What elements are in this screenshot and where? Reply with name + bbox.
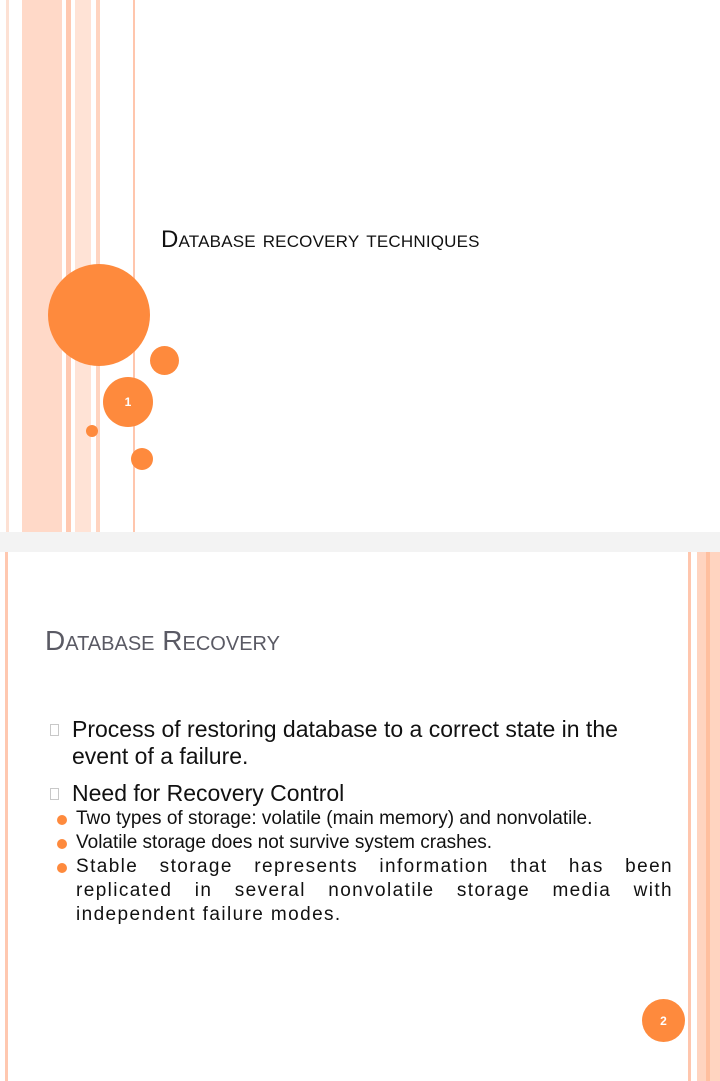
bullet-box-icon: [50, 724, 59, 736]
bullet-dot-icon: [57, 863, 67, 873]
bullet-item: [48, 780, 673, 927]
bullet-box-icon: [50, 788, 59, 800]
decor-stripe: [688, 552, 691, 1081]
decor-circle-small: [86, 425, 98, 437]
sub-bullet-text: Stable storage represents information that has been replicated in several nonvolatile storage media with independent failure modes.: [76, 856, 673, 925]
page-number-badge: [642, 999, 685, 1042]
page-number: 2: [660, 1013, 667, 1028]
bullet-item: [48, 716, 673, 770]
decor-stripe: [22, 0, 62, 532]
sub-bullet-item: [48, 855, 673, 927]
sub-bullet-list: [48, 807, 673, 927]
sub-bullet-item: [48, 831, 673, 855]
sub-bullet-text: Two types of storage: volatile (main memory) and nonvolatile.: [76, 808, 593, 829]
bullet-text: Need for Recovery Control: [72, 780, 345, 806]
decor-circle: [131, 448, 153, 470]
decor-stripe: [706, 552, 710, 1081]
bullet-list: [48, 716, 673, 927]
page-number-badge: [103, 377, 153, 427]
decor-stripe: [6, 0, 9, 532]
decor-stripe: [5, 552, 8, 1081]
slide-title: Database recovery techniques: [161, 226, 480, 253]
decor-circle: [150, 346, 179, 375]
decor-circle-large: [48, 264, 150, 366]
bullet-dot-icon: [57, 815, 67, 825]
slide-1: [0, 0, 720, 532]
bullet-dot-icon: [57, 839, 67, 849]
slide-title: Database Recovery: [45, 625, 280, 656]
page-number: 1: [124, 395, 132, 409]
slide-2: [0, 552, 720, 1081]
bullet-text: Process of restoring database to a correct state in the event of a failure.: [72, 716, 618, 769]
sub-bullet-text: Volatile storage does not survive system crashes.: [76, 832, 493, 853]
sub-bullet-item: [48, 807, 673, 831]
decor-stripe: [66, 0, 71, 532]
